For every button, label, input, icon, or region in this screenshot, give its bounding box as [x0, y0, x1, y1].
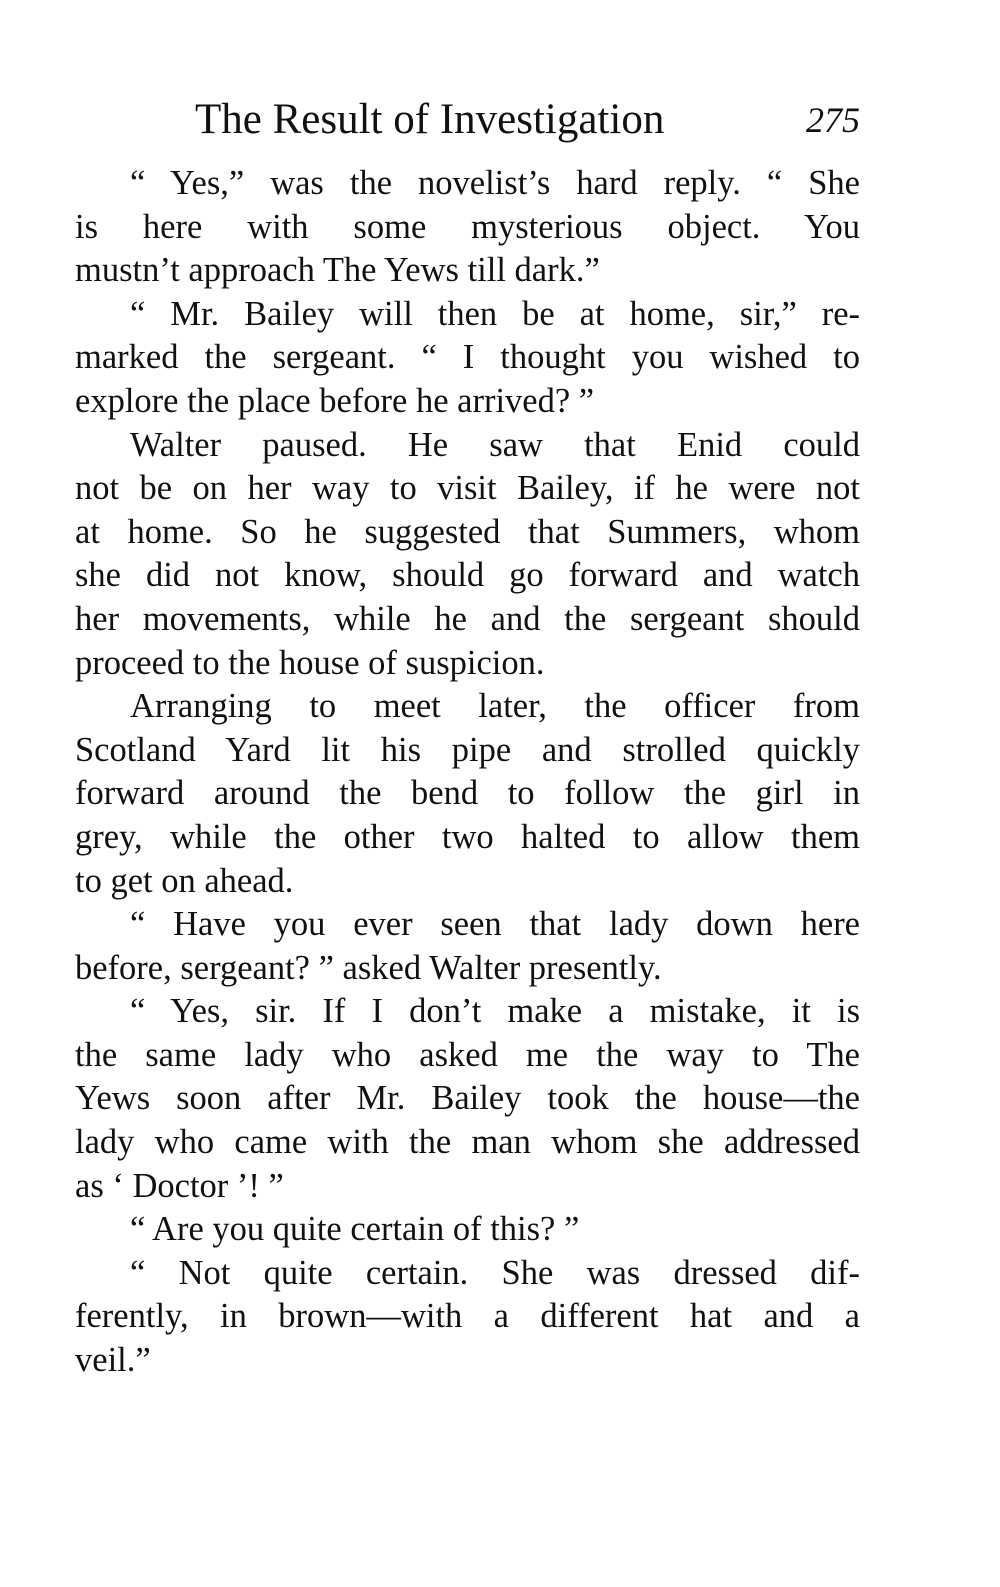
- text-line: explore the place before he arrived? ”: [75, 381, 595, 420]
- text-line: at home. So he suggested that Summers, whom: [75, 512, 860, 551]
- text-line: “ Yes, sir. If I don’t make a mistake, it is: [130, 992, 860, 1031]
- text-line: the same lady who asked me the way to The: [75, 1035, 860, 1074]
- text-line: Scotland Yard lit his pipe and strolled quickly: [75, 730, 860, 769]
- text-line: “ Not quite certain. She was dressed dif-: [130, 1253, 860, 1292]
- text-line: veil.”: [75, 1341, 151, 1380]
- text-line: Walter paused. He saw that Enid could: [130, 425, 860, 464]
- text-line: “ Mr. Bailey will then be at home, sir,” re-: [130, 294, 860, 333]
- text-line: proceed to the house of suspicion.: [75, 643, 545, 682]
- text-line: her movements, while he and the sergeant should: [75, 599, 860, 638]
- page-number: 275: [806, 100, 860, 140]
- chapter-title: The Result of Investigation: [195, 96, 665, 143]
- text-line: before, sergeant? ” asked Walter presently.: [75, 948, 662, 987]
- text-line: lady who came with the man whom she addressed: [75, 1123, 860, 1162]
- text-line: “ Yes,” was the novelist’s hard reply. “ She: [130, 164, 860, 202]
- text-line: forward around the bend to follow the girl in: [75, 774, 860, 813]
- text-line: “ Are you quite certain of this? ”: [130, 1210, 580, 1249]
- text-line: grey, while the other two halted to allow them: [75, 817, 860, 856]
- text-line: mustn’t approach The Yews till dark.”: [75, 251, 600, 290]
- running-header: [75, 92, 860, 148]
- text-line: as ‘ Doctor ’! ”: [75, 1166, 284, 1205]
- text-line: not be on her way to visit Bailey, if he were not: [75, 469, 860, 508]
- text-line: Yews soon after Mr. Bailey took the house—the: [75, 1079, 860, 1118]
- text-line: ferently, in brown—with a different hat and a: [75, 1297, 860, 1336]
- text-line: is here with some mysterious object. You: [75, 207, 860, 246]
- text-line: to get on ahead.: [75, 861, 294, 900]
- text-line: she did not know, should go forward and watch: [75, 556, 860, 595]
- text-line: marked the sergeant. “ I thought you wished to: [75, 338, 860, 377]
- text-line: “ Have you ever seen that lady down here: [130, 905, 860, 944]
- text-line: Arranging to meet later, the officer from: [130, 687, 860, 726]
- page-body-text: [75, 162, 860, 1383]
